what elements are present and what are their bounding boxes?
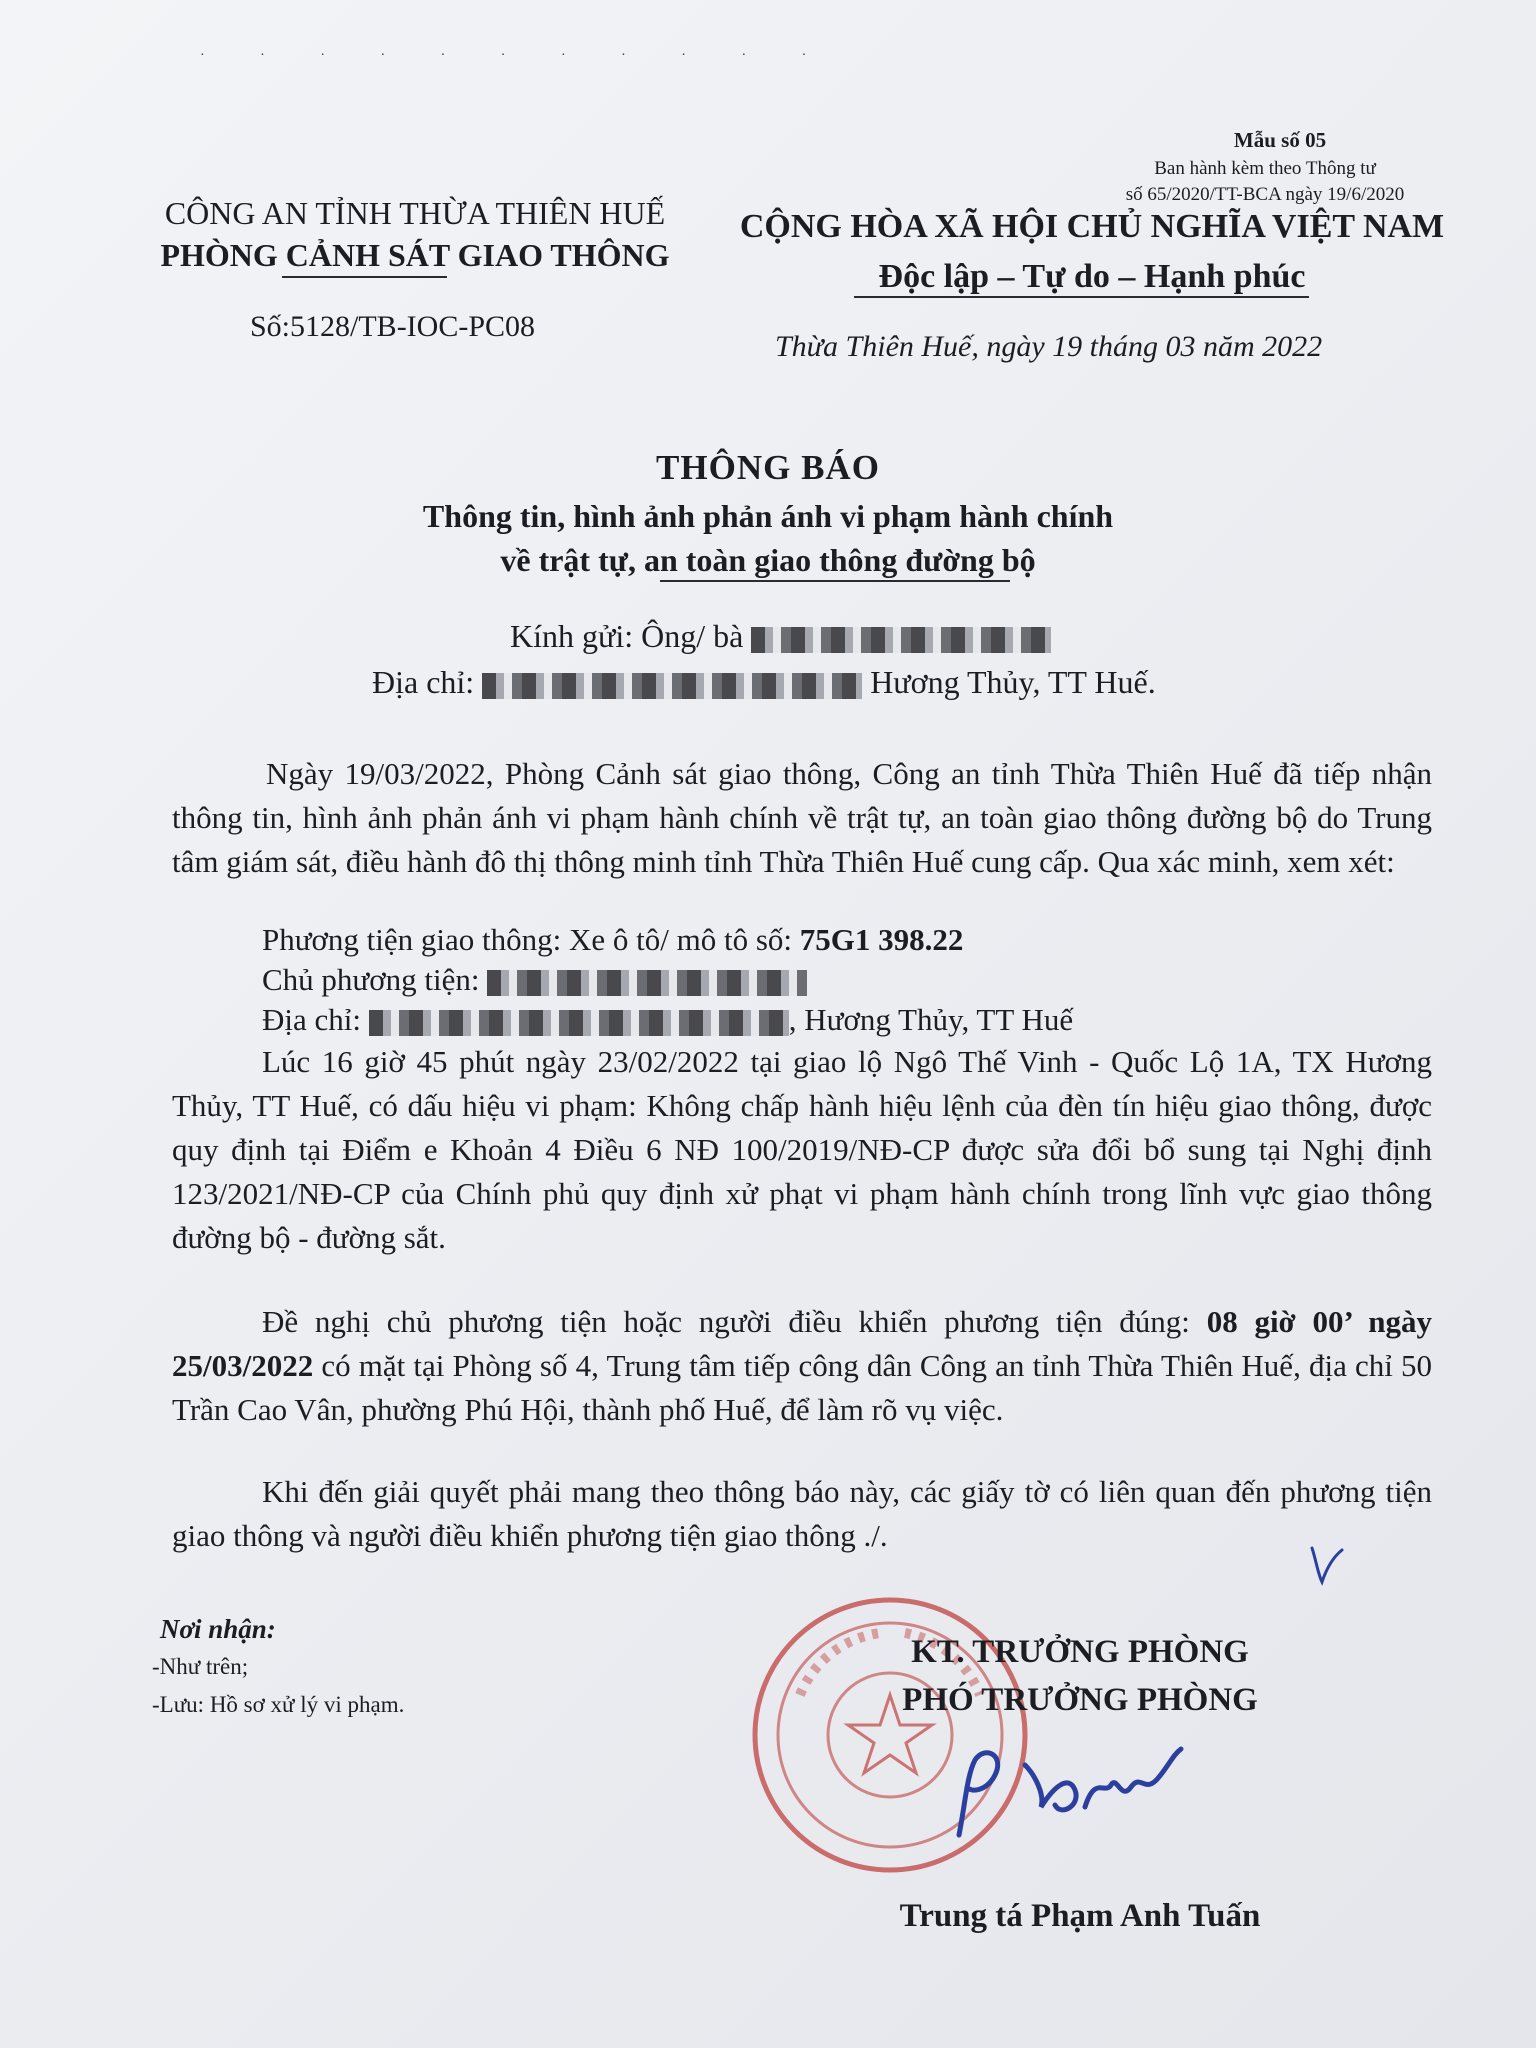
paragraph-requirements: Khi đến giải quyết phải mang theo thông báo này, các giấy tờ có liên quan đến phương tiện giao thông và người điều khiển phương tiện giao thông ./. [172,1474,1432,1553]
subtitle-line-2: về trật tự, an toàn giao thông đường bộ [500,542,1036,578]
salutation-prefix: Kính gửi: Ông/ bà [510,618,744,654]
handwritten-check-mark [1308,1540,1348,1588]
sign-title-2: PHÓ TRƯỞNG PHÒNG [902,1682,1258,1718]
summons-text-b: có mặt tại Phòng số 4, Trung tâm tiếp công dân Công an tỉnh Thừa Thiên Huế, địa chỉ 50 Trần Cao Vân, phường Phú Hội, thành phố Huế, để làm rõ vụ việc. [172,1348,1432,1427]
owner-line [262,962,807,998]
form-note-line-2: số 65/2020/TT-BCA ngày 19/6/2020 [1125,184,1405,205]
signature-title-block [850,1628,1310,1724]
redacted-address [482,673,862,699]
agency-unit: PHÒNG CẢNH SÁT GIAO THÔNG [160,237,670,273]
state-header [712,202,1472,302]
sign-title-1: KT. TRƯỞNG PHÒNG [911,1634,1249,1670]
recipient-1: -Như trên; [152,1654,249,1679]
salutation [510,618,1051,655]
recipient-2: -Lưu: Hồ sơ xử lý vi phạm. [152,1692,405,1717]
recipients-title: Nơi nhận: [160,1614,276,1644]
owner-address-label: Địa chỉ: [262,1002,361,1037]
form-note [1065,156,1465,208]
addressee-address [372,664,1156,701]
form-number: Mẫu số 05 [1233,128,1327,152]
summons-text-a: Đề nghị chủ phương tiện hoặc người điều khiển phương tiện đúng: [262,1304,1207,1339]
redacted-owner-address [369,1010,789,1036]
vehicle-label: Phương tiện giao thông: Xe ô tô/ mô tô số: [262,922,793,957]
form-note-line-1: Ban hành kèm theo Thông tư [1154,158,1376,179]
paragraph-summons [172,1300,1432,1432]
agency-parent: CÔNG AN TỈNH THỪA THIÊN HUẾ [164,195,666,231]
document-number: Số:5128/TB-IOC-PC08 [250,310,536,343]
owner-address-suffix: , Hương Thủy, TT Huế [788,1002,1074,1037]
place-date: Thừa Thiên Huế, ngày 19 tháng 03 năm 2022 [775,330,1323,363]
address-suffix: Hương Thủy, TT Huế. [870,664,1156,700]
agency-underline [282,276,447,278]
vehicle-plate: 75G1 398.22 [799,922,964,957]
handwritten-signature [945,1735,1205,1855]
owner-label: Chủ phương tiện: [262,962,480,997]
address-prefix: Địa chỉ: [372,664,475,700]
state-name: CỘNG HÒA XÃ HỘI CHỦ NGHĨA VIỆT NAM [739,208,1445,245]
state-motto: Độc lập – Tự do – Hạnh phúc [878,258,1306,295]
redacted-owner [487,970,807,996]
paragraph-receipt: Ngày 19/03/2022, Phòng Cảnh sát giao thông, Công an tỉnh Thừa Thiên Huế đã tiếp nhận thông tin, hình ảnh phản ánh vi phạm hành chính về trật tự, an toàn giao thông đường bộ do Trung tâm giám sát, điều hành đô thị thông minh tỉnh Thừa Thiên Huế cung cấp. Qua xác minh, xem xét: [172,756,1432,879]
top-edge-marks: · · · · · · · · · · · [200,48,833,63]
redacted-name [751,627,1051,653]
motto-underline [854,296,1309,298]
title-underline [660,580,1010,582]
summons-time: 08 giờ 00’ ngày 25/03/2022 [172,1304,1433,1383]
document-subtitle [0,494,1536,582]
document-title: THÔNG BÁO [656,448,880,487]
vehicle-line [262,922,963,958]
agency-header [120,192,710,276]
subtitle-line-1: Thông tin, hình ảnh phản ánh vi phạm hành chính [422,498,1114,534]
signer-name: Trung tá Phạm Anh Tuấn [899,1898,1261,1934]
paragraph-violation: Lúc 16 giờ 45 phút ngày 23/02/2022 tại giao lộ Ngô Thế Vinh - Quốc Lộ 1A, TX Hương Thủy, TT Huế, có dấu hiệu vi phạm: Không chấp hành hiệu lệnh của đèn tín hiệu giao thông, được quy định tại Điểm e Khoản 4 Điều 6 NĐ 100/2019/NĐ-CP được sửa đổi bổ sung tại Nghị định 123/2021/NĐ-CP của Chính phủ quy định xử phạt vi phạm hành chính trong lĩnh vực giao thông đường bộ - đường sắt. [172,1044,1432,1255]
owner-address-line [262,1002,1073,1038]
